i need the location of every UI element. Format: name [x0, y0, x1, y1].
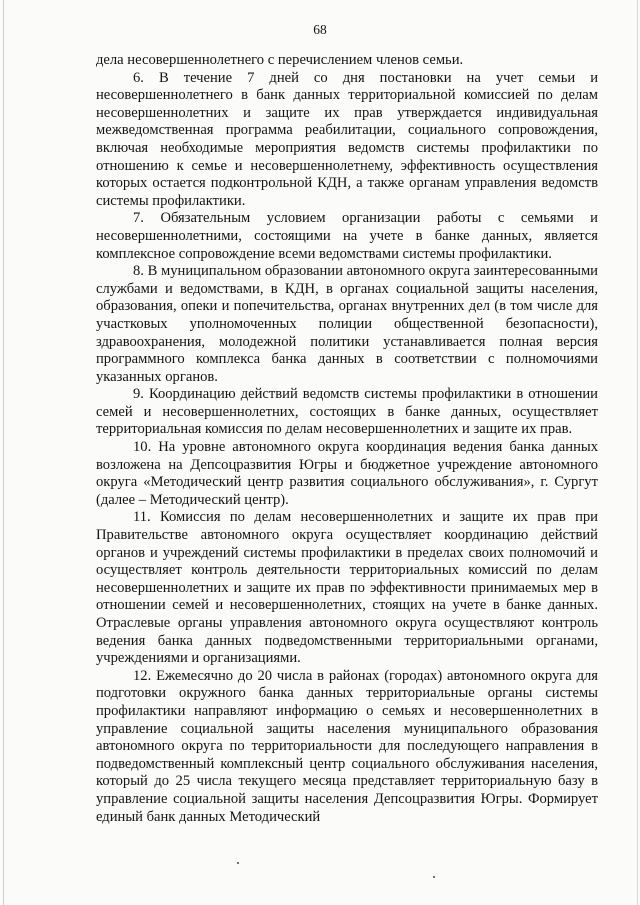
- paragraph-7: 7. Обязательным условием организации работы с семьями и несовершеннолетними, состоящими на учете в банке данных, является комплексное сопровождение всеми ведомствами системы профилактики.: [96, 210, 598, 262]
- paragraph-12: 12. Ежемесячно до 20 числа в районах (городах) автономного округа для подготовки окружного банка данных территориальные органы системы профилактики направляют информацию о семьях и несовершеннолетних в управление социальной защиты населения муниципального образования автономного округа по территориальности для последующего направления в подведомственный комплексный центр социального обслуживания населения, который до 25 числа текущего месяца представляет территориальную базу в управление социальной защиты населения Депсоцразвития Югры. Формирует единый банк данных Методический: [96, 667, 598, 825]
- paragraph-continuation: дела несовершеннолетнего с перечислением членов семьи.: [96, 52, 464, 68]
- scan-edge-right: [637, 0, 638, 905]
- scan-speck: [433, 876, 435, 878]
- page-number: 68: [313, 22, 327, 37]
- paragraph-10: 10. На уровне автономного округа координация ведения банка данных возложена на Депсоцразвития Югры и бюджетное учреждение автономного округа «Методический центр развития социального обслуживания», г. Сургут (далее – Методический центр).: [96, 439, 598, 508]
- paragraph-8: 8. В муниципальном образовании автономного округа заинтересованными службами и ведомствами, в КДН, в органах социальной защиты населения, образования, опеки и попечительства, органах внутренних дел (в том числе для участковых уполномоченных полиции общественной безопасности), здравоохранения, молодежной политики устанавливается полная версия программного комплекса банка данных в соответствии с полномочиями указанных органов.: [96, 263, 598, 385]
- scan-speck: [237, 862, 239, 864]
- document-body: [96, 52, 598, 826]
- scan-edge-left: [3, 0, 4, 905]
- paragraph-6: 6. В течение 7 дней со дня постановки на учет семьи и несовершеннолетнего в банк данных территориальной комиссией по делам несовершеннолетних и защите их прав утверждается индивидуальная межведомственная программа реабилитации, социального сопровождения, включая необходимые мероприятия ведомств системы профилактики по отношению к семье и несовершеннолетнему, эффективность осуществления которых остается подконтрольной КДН, а также органам управления ведомств системы профилактики.: [96, 69, 598, 209]
- paragraph-11: 11. Комиссия по делам несовершеннолетних и защите их прав при Правительстве автономного округа осуществляет координацию действий органов и учреждений системы профилактики в пределах своих полномочий и осуществляет контроль деятельности территориальных комиссий по делам несовершеннолетних и защите их прав по эффективности принимаемых мер в отношении семей и несовершеннолетних, стоящих на учете в банке данных. Отраслевые органы управления автономного округа осуществляют контроль ведения банка данных подведомственными территориальными органами, учреждениями и организациями.: [96, 509, 598, 667]
- paragraph-9: 9. Координацию действий ведомств системы профилактики в отношении семей и несовершеннолетних, состоящих в банке данных, осуществляет территориальная комиссия по делам несовершеннолетних и защите их прав.: [96, 386, 598, 438]
